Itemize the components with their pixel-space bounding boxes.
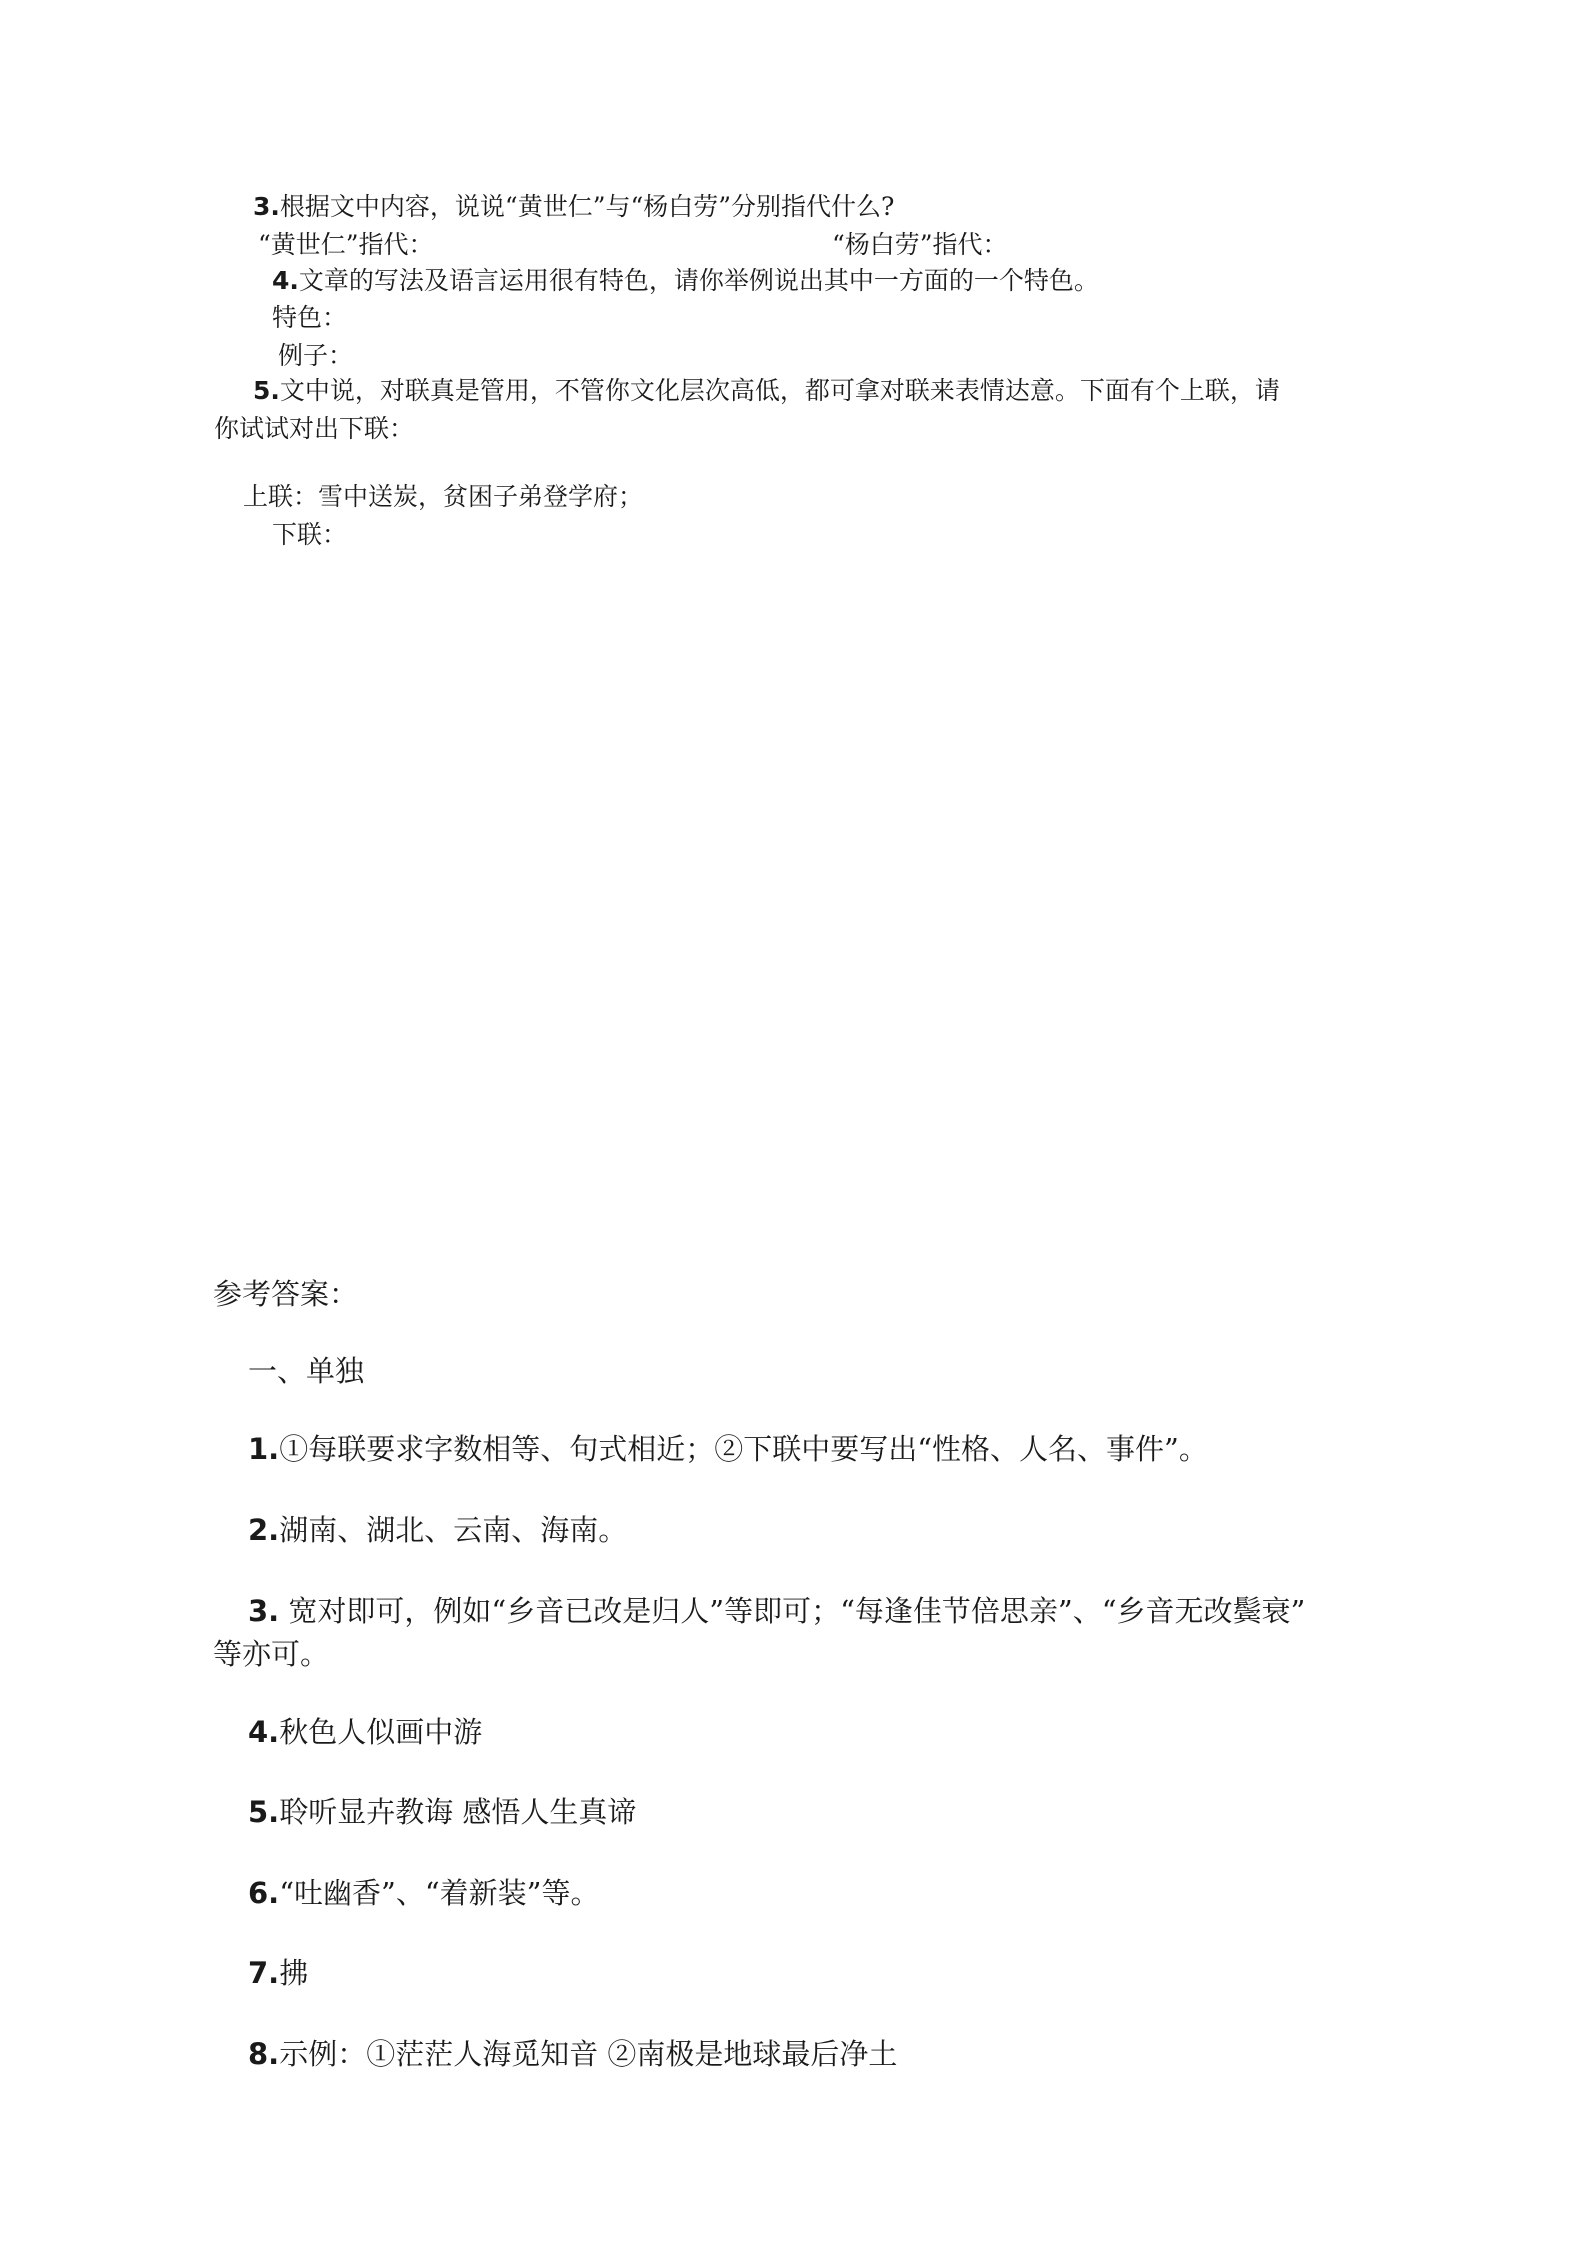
answer-6 <box>248 1876 600 1910</box>
answer-4-number: 4. <box>248 1715 280 1749</box>
answer-1-number: 1. <box>248 1432 280 1466</box>
answer-3 <box>248 1594 1306 1628</box>
question-5-number: 5. <box>253 376 280 405</box>
answer-2 <box>248 1513 628 1547</box>
answers-section-title: 一、单独 <box>248 1354 365 1388</box>
question-3-blank-yangbailao: “杨白劳”指代： <box>832 230 1008 259</box>
answer-2-number: 2. <box>248 1513 280 1547</box>
question-5-text-continued: 你试试对出下联： <box>214 414 415 443</box>
answer-4-text: 秋色人似画中游 <box>279 1715 483 1749</box>
question-4-text: 文章的写法及语言运用很有特色，请你举例说出其中一方面的一个特色。 <box>298 266 1099 295</box>
question-3-text: 根据文中内容，说说“黄世仁”与“杨白劳”分别指代什么? <box>279 192 895 221</box>
question-5 <box>253 378 1280 403</box>
answer-5-text: 聆听显卉教诲 感悟人生真谛 <box>279 1795 637 1829</box>
question-4-number: 4. <box>272 266 299 295</box>
answer-7-text: 拂 <box>279 1956 309 1990</box>
answer-8 <box>248 2037 898 2071</box>
answer-6-text: “吐幽香”、“着新装”等。 <box>279 1876 600 1910</box>
answer-1-text: ①每联要求字数相等、句式相近；②下联中要写出“性格、人名、事件”。 <box>279 1432 1208 1466</box>
question-3-number: 3. <box>253 192 280 221</box>
lower-couplet-label: 下联： <box>272 520 348 549</box>
question-5-text: 文中说，对联真是管用，不管你文化层次高低，都可拿对联来表情达意。下面有个上联，请 <box>279 376 1280 405</box>
answer-3-number: 3. <box>248 1594 280 1628</box>
question-4-example-label: 例子： <box>278 341 354 370</box>
answer-3-text: 宽对即可，例如“乡音已改是归人”等即可；“每逢佳节倍思亲”、“乡音无改鬓衰” <box>279 1594 1306 1628</box>
answer-7 <box>248 1956 309 1990</box>
question-4 <box>272 268 1099 293</box>
upper-couplet: 上联：雪中送炭，贫困子弟登学府； <box>243 482 644 511</box>
answer-4 <box>248 1715 483 1749</box>
answer-3-continued: 等亦可。 <box>213 1637 330 1671</box>
question-4-feature-label: 特色： <box>272 303 348 332</box>
answer-8-number: 8. <box>248 2037 280 2071</box>
answer-5 <box>248 1795 637 1829</box>
answer-8-text: 示例：①茫茫人海觅知音 ②南极是地球最后净土 <box>279 2037 898 2071</box>
answer-1 <box>248 1432 1208 1466</box>
question-3 <box>253 194 894 219</box>
question-3-blank-huangshiren: “黄世仁”指代： <box>258 230 434 259</box>
answer-7-number: 7. <box>248 1956 280 1990</box>
answer-2-text: 湖南、湖北、云南、海南。 <box>279 1513 628 1547</box>
answer-6-number: 6. <box>248 1876 280 1910</box>
answer-5-number: 5. <box>248 1795 280 1829</box>
answers-heading: 参考答案： <box>213 1277 359 1311</box>
